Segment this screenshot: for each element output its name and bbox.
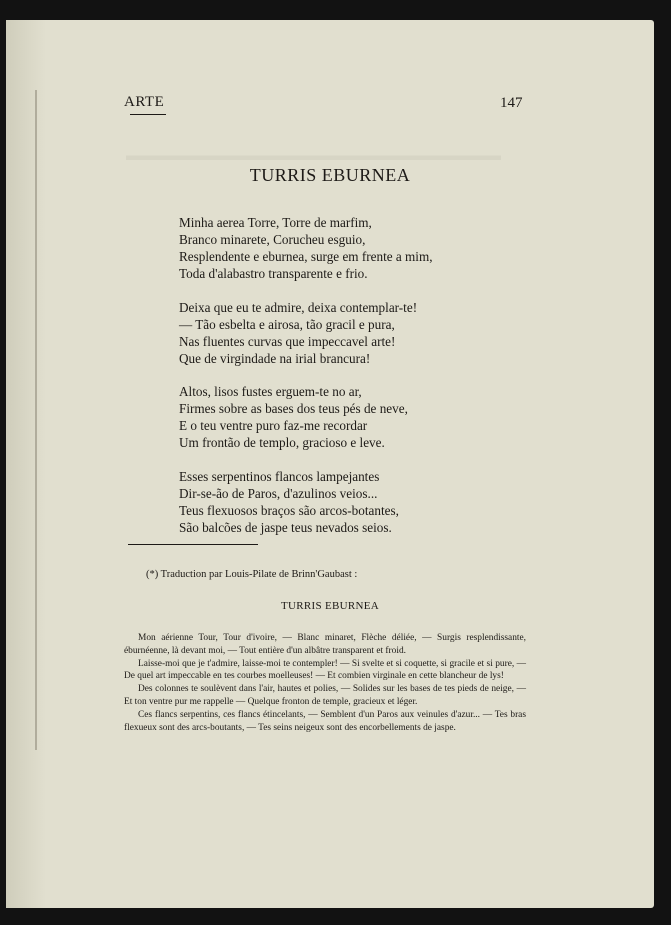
poem-line: — Tão esbelta e airosa, tão gracil e pura, <box>179 316 395 332</box>
poem-line: Toda d'alabastro transparente e frio. <box>179 266 368 281</box>
stanza <box>179 214 479 282</box>
page-number: 147 <box>500 95 523 111</box>
poem-line: Firmes sobre as bases dos teus pés de neve, <box>179 401 408 416</box>
page-gutter <box>6 20 46 908</box>
translation-paragraph: Laisse-moi que je t'admire, laisse-moi te contempler! — Si svelte et si coquette, si gracile et si pure, — De quel art impeccable en tes courbes moelleuses! — Et combien virginale en cette blancheur de lys! <box>124 658 526 682</box>
translation-paragraph: Des colonnes te soulèvent dans l'air, hautes et polies, — Solides sur les bases de tes pieds de neige, — Et ton ventre pur me rappelle — Quelque fronton de temple, gracieux et léger. <box>124 684 526 707</box>
poem <box>179 214 479 552</box>
poem-title: TURRIS EBURNEA <box>249 165 411 185</box>
stanza <box>179 383 479 451</box>
book-page <box>6 20 654 908</box>
running-head: ARTE <box>124 94 165 110</box>
poem-line: Um frontão de templo, gracioso e leve. <box>179 435 385 450</box>
translation-text <box>124 632 526 734</box>
poem-line: Dir-se-ão de Paros, d'azulinos veios... <box>179 485 378 501</box>
translation-paragraph: Ces flancs serpentins, ces flancs étincelants, — Semblent d'un Paros aux veinules d'azur... — Tes bras flexueux sont des arcs-boutants, — Tes seins neigeux sont des encorbellements de jaspe. <box>124 709 526 733</box>
poem-line: São balcões de jaspe teus nevados seios. <box>179 519 392 535</box>
poem-line: Minha aerea Torre, Torre de marfim, <box>179 215 372 230</box>
translation-paragraph: Mon aérienne Tour, Tour d'ivoire, — Blanc minaret, Flèche déliée, — Surgis resplendissante, éburnéenne, là devant moi, — Tout entière d'un albâtre transparent et froid. <box>124 633 526 656</box>
running-head-underline <box>130 114 166 115</box>
poem-line: Esses serpentinos flancos lampejantes <box>179 468 380 484</box>
poem-line: Nas fluentes curvas que impeccavel arte! <box>179 333 396 349</box>
poem-line: Branco minarete, Corucheu esguio, <box>179 232 366 247</box>
poem-line: Que de virgindade na irial brancura! <box>179 350 371 366</box>
translation-title: TURRIS EBURNEA <box>280 600 379 612</box>
stanza <box>179 468 479 536</box>
poem-line: Teus flexuosos braços são arcos-botantes, <box>179 502 399 518</box>
poem-line: Altos, lisos fustes erguem-te no ar, <box>179 384 362 399</box>
poem-line: Resplendente e eburnea, surge em frente a mim, <box>179 249 433 264</box>
bleed-through-shadow: ▬▬▬▬▬▬▬▬▬▬▬▬▬▬▬▬▬▬▬▬▬▬▬▬▬ <box>126 148 501 164</box>
poem-line: E o teu ventre puro faz-me recordar <box>179 418 368 433</box>
stanza <box>179 299 479 367</box>
footnote-divider <box>128 544 258 545</box>
poem-line: Deixa que eu te admire, deixa contemplar-te! <box>179 299 418 315</box>
binding-edge <box>35 90 37 750</box>
translation-credit: (*) Traduction par Louis-Pilate de Brinn'Gaubast : <box>146 569 358 580</box>
